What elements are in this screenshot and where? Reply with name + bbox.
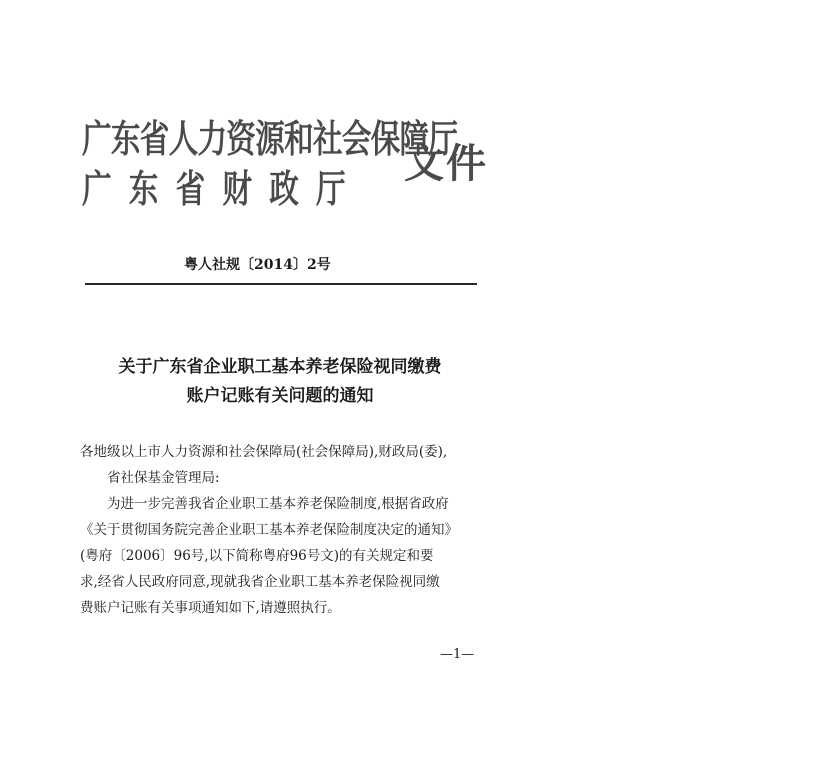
addressee-line-2: 省社保基金管理局:: [107, 470, 220, 486]
body-line-1: 为进一步完善我省企业职工基本养老保险制度,根据省政府: [107, 496, 449, 512]
body-line-2: 《关于贯彻国务院完善企业职工基本养老保险制度决定的通知》: [80, 522, 458, 538]
issuer-hrss-dept: 广东省人力资源和社会保障厅: [82, 117, 458, 161]
document-label: 文件: [404, 141, 488, 187]
title-line-2: 账户记账有关问题的通知: [186, 386, 374, 406]
title-line-1: 关于广东省企业职工基本养老保险视同缴费: [118, 357, 442, 377]
body-line-5: 费账户记账有关事项通知如下,请遵照执行。: [80, 600, 341, 616]
body-line-3: (粤府〔2006〕96号,以下简称粤府96号文)的有关规定和要: [80, 548, 434, 564]
notice-body: [80, 439, 485, 621]
document-header: [82, 100, 502, 220]
body-line-4: 求,经省人民政府同意,现就我省企业职工基本养老保险视同缴: [80, 574, 440, 590]
header-divider: [85, 283, 477, 285]
notice-title: [100, 353, 460, 411]
issuer-finance-dept: 广东省财政厅: [82, 167, 363, 211]
document-number: 粤人社规〔2014〕2号: [184, 257, 331, 273]
page-number: —1—: [440, 647, 475, 662]
addressee-line-1: 各地级以上市人力资源和社会保障局(社会保障局),财政局(委),: [80, 444, 448, 460]
